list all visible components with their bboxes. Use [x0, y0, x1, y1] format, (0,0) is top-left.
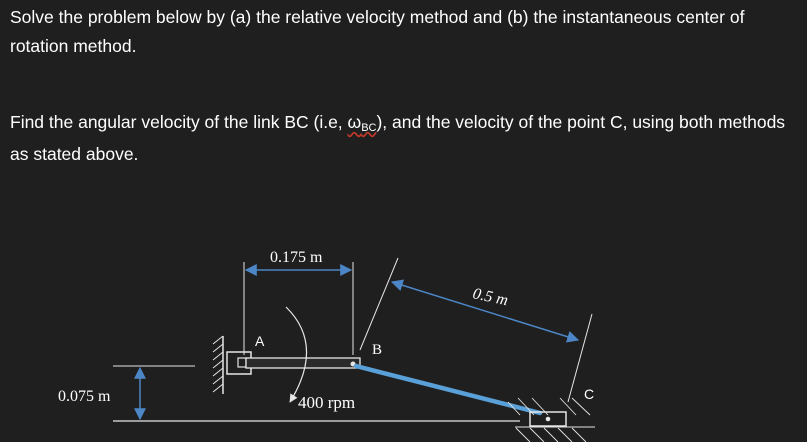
slider-guide-hatch [508, 398, 595, 442]
wall-support-a [213, 336, 223, 394]
rod-length-label: 0.5 m [471, 285, 510, 310]
connecting-rod-bc [356, 366, 540, 413]
rotation-arrow [286, 307, 307, 402]
pin-c [546, 417, 551, 422]
omega-symbol: ω [347, 112, 362, 132]
label-a: A [255, 333, 265, 349]
question-text-start: Find the angular velocity of the link BC (i.e, [10, 112, 348, 132]
pin-a [238, 358, 246, 367]
crank-length-label: 0.175 m [270, 249, 323, 266]
question-text-end: ), and the velocity of the point C, using both methods as stated above. [10, 112, 786, 164]
crank-ab [246, 358, 360, 368]
height-dimension-label: 0.075 m [58, 388, 111, 405]
label-c: C [584, 386, 595, 402]
label-b: B [372, 342, 383, 358]
extension-line-b-slant [360, 258, 398, 350]
omega-subscript: BC [361, 122, 377, 134]
speed-label: 400 rpm [298, 393, 356, 412]
problem-line-1: Solve the problem below by (a) the relative velocity method and (b) the instantaneous center of rotation method. [10, 7, 745, 56]
